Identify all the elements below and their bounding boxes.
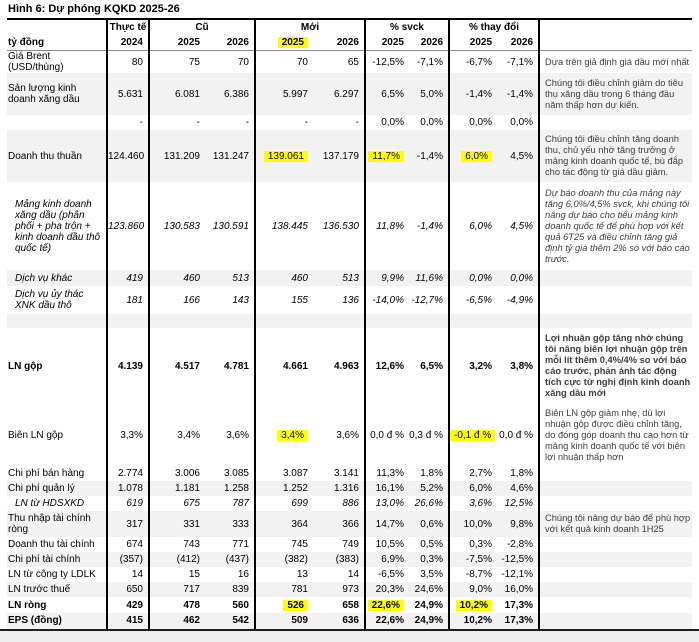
note-cell xyxy=(539,613,692,629)
header-year-row xyxy=(7,35,692,51)
table-row xyxy=(7,51,692,74)
highlight: 139.061 xyxy=(264,151,308,162)
value-cell: 14 xyxy=(313,567,365,582)
value-cell: 130.583 xyxy=(163,220,200,232)
row-label: Thu nhập tài chính ròng xyxy=(7,511,107,537)
value-cell: 138.445 xyxy=(271,220,308,232)
value-cell: 4,6% xyxy=(497,481,539,496)
highlight: 22,6% xyxy=(368,600,404,611)
value-cell: 10,2% xyxy=(449,613,497,629)
row-label: Mảng kinh doanh xăng dầu (phân phối + pha trộn + kinh doanh dầu thô quốc tế) xyxy=(7,182,107,270)
value-cell: 419 xyxy=(107,270,149,286)
value-cell: 0,0% xyxy=(469,272,493,284)
value-cell: 2.774 xyxy=(107,466,149,481)
value-cell: 0,0 đ % xyxy=(497,404,539,466)
value-cell: 166 xyxy=(183,294,200,306)
value-cell: 4.781 xyxy=(205,328,255,404)
value-cell: 5,0% xyxy=(409,73,449,115)
value-cell: -2,8% xyxy=(497,537,539,552)
unit-label: tỷ đồng xyxy=(7,35,107,51)
table-row xyxy=(7,130,692,182)
value-cell: 4,5% xyxy=(497,130,539,182)
table-row xyxy=(7,328,692,404)
table-row xyxy=(7,286,692,314)
value-cell xyxy=(365,597,409,613)
table-row xyxy=(7,613,692,629)
value-cell: 5,2% xyxy=(409,481,449,496)
table-row xyxy=(7,537,692,552)
value-cell: -1,4% xyxy=(465,88,493,100)
value-cell: 14 xyxy=(107,567,149,582)
value-cell: 9,8% xyxy=(497,511,539,537)
value-cell: - xyxy=(205,115,255,130)
value-cell: 16,1% xyxy=(375,483,404,494)
value-cell xyxy=(365,314,409,328)
value-cell: 20,3% xyxy=(375,584,404,595)
value-cell: -6,5% xyxy=(465,294,493,306)
value-cell: -14,0% xyxy=(372,294,404,306)
value-cell: 16 xyxy=(205,567,255,582)
note-cell: Lợi nhuận gộp tăng nhờ chúng tôi nâng biên lợi nhuận gộp trên mỗi lít thêm 0,4%/4% so với báo cáo trước, phản ánh tác động tích cực từ nghị định kinh doanh xăng dầu mới xyxy=(545,333,691,398)
value-cell: 181 xyxy=(107,286,149,314)
value-cell: 460 xyxy=(291,272,308,284)
value-cell: 9,9% xyxy=(381,272,404,284)
note-cell: Dự báo doanh thu của mảng này tăng 6,0%/4,5% svck, khi chúng tôi nâng dự báo cho tiểu mảng kinh doanh quốc tế để phù hợp với kết quả 6T25 và điều chỉnh tăng giả định tỷ giá thêm 2% so với báo cáo trước. xyxy=(545,187,690,264)
value-cell: -12,7% xyxy=(409,286,449,314)
value-cell: -1,4% xyxy=(497,73,539,115)
value-cell: 429 xyxy=(107,597,149,613)
value-cell: - xyxy=(196,117,200,128)
year-chg-2025: 2025 xyxy=(449,35,497,51)
row-label: Giá Brent (USD/thùng) xyxy=(7,51,107,74)
highlight: 11,7% xyxy=(368,151,404,162)
table-row xyxy=(7,270,692,286)
value-cell: 3.085 xyxy=(205,466,255,481)
note-cell xyxy=(539,481,692,496)
value-cell: -7,5% xyxy=(465,554,493,565)
note-cell xyxy=(539,115,692,130)
year-yoy-2026: 2026 xyxy=(409,35,449,51)
value-cell: 70 xyxy=(205,51,255,74)
row-label xyxy=(7,115,107,130)
value-cell xyxy=(449,130,497,182)
value-cell: 0,0% xyxy=(381,117,404,128)
value-cell: 0,0% xyxy=(469,117,493,128)
figure-title: Hình 6: Dự phóng KQKD 2025-26 xyxy=(7,0,692,20)
note-cell xyxy=(539,582,692,597)
note-cell xyxy=(539,270,692,286)
table-row xyxy=(7,496,692,511)
value-cell: 123.860 xyxy=(107,182,149,270)
value-cell: 542 xyxy=(205,613,255,629)
row-label xyxy=(7,314,107,328)
value-cell: 5.631 xyxy=(107,73,149,115)
value-cell: 1.252 xyxy=(282,483,308,494)
value-cell: 745 xyxy=(291,539,308,550)
value-cell: -12,1% xyxy=(497,567,539,582)
value-cell: 619 xyxy=(107,496,149,511)
row-label: Chi phí tài chính xyxy=(7,552,107,567)
value-cell: 131.247 xyxy=(205,130,255,182)
header-actual: Thực tế xyxy=(107,20,149,35)
header-blank xyxy=(7,20,107,35)
value-cell: 743 xyxy=(183,539,200,550)
value-cell: 973 xyxy=(313,582,365,597)
value-cell: 16,0% xyxy=(497,582,539,597)
row-label: Doanh thu tài chính xyxy=(7,537,107,552)
value-cell: 15 xyxy=(188,569,200,580)
note-cell: Chúng tôi điều chỉnh giảm do tiêu thụ xăng dầu trong 6 tháng đầu năm thấp hơn dự kiến. xyxy=(545,77,684,110)
value-cell: 749 xyxy=(313,537,365,552)
value-cell: -8,7% xyxy=(465,569,493,580)
note-cell xyxy=(539,286,692,314)
value-cell: 513 xyxy=(313,270,365,286)
value-cell xyxy=(409,314,449,328)
table-row xyxy=(7,404,692,466)
table-row xyxy=(7,597,692,613)
value-cell: 1,8% xyxy=(497,466,539,481)
year-new-2025 xyxy=(255,35,313,51)
value-cell: 13 xyxy=(296,569,308,580)
value-cell xyxy=(449,597,497,613)
value-cell: 675 xyxy=(183,498,200,509)
value-cell: 478 xyxy=(183,599,200,611)
value-cell xyxy=(255,597,313,613)
highlight: 2025 xyxy=(278,37,308,48)
value-cell: 137.179 xyxy=(313,130,365,182)
value-cell: 317 xyxy=(107,511,149,537)
note-cell xyxy=(539,466,692,481)
value-cell: 3.006 xyxy=(174,468,200,479)
value-cell: 136 xyxy=(313,286,365,314)
value-cell: 333 xyxy=(205,511,255,537)
value-cell: 513 xyxy=(205,270,255,286)
value-cell: 4.517 xyxy=(174,360,200,372)
table-row xyxy=(7,73,692,115)
value-cell: 6,5% xyxy=(381,88,404,100)
value-cell: - xyxy=(304,117,308,128)
value-cell: -6,7% xyxy=(465,56,493,68)
highlight: 3,4% xyxy=(277,430,308,441)
value-cell: 6,0% xyxy=(469,220,493,232)
value-cell: 80 xyxy=(107,51,149,74)
header-notes-blank xyxy=(539,35,692,51)
value-cell: 6,5% xyxy=(409,328,449,404)
value-cell: -7,1% xyxy=(497,51,539,74)
table-row xyxy=(7,567,692,582)
value-cell: 331 xyxy=(183,518,200,530)
row-label: Dịch vụ khác xyxy=(7,270,107,286)
header-group-row xyxy=(7,20,692,35)
row-label: LN trước thuế xyxy=(7,582,107,597)
value-cell: (382) xyxy=(284,554,308,565)
table-row xyxy=(7,582,692,597)
year-old-2025: 2025 xyxy=(149,35,205,51)
value-cell: 6.297 xyxy=(313,73,365,115)
value-cell: -4,9% xyxy=(497,286,539,314)
value-cell: 509 xyxy=(255,613,313,629)
value-cell: 4.661 xyxy=(282,360,308,372)
value-cell xyxy=(255,404,313,466)
value-cell: 10,0% xyxy=(463,518,493,530)
value-cell: 24,9% xyxy=(409,597,449,613)
value-cell: 6.386 xyxy=(205,73,255,115)
row-label: LN ròng xyxy=(7,597,107,613)
highlight: -0,1 đ % xyxy=(450,430,495,441)
value-cell: -12,5% xyxy=(497,552,539,567)
row-label: Chi phí bán hàng xyxy=(7,466,107,481)
value-cell: 636 xyxy=(313,613,365,629)
highlight: 6,0% xyxy=(461,151,492,162)
value-cell: 17,3% xyxy=(497,597,539,613)
value-cell: 0,0 đ % xyxy=(370,429,404,441)
value-cell: 4.963 xyxy=(313,328,365,404)
value-cell: 70 xyxy=(296,56,308,68)
value-cell: 13,0% xyxy=(375,498,404,509)
row-label: LN gộp xyxy=(7,328,107,404)
value-cell: - xyxy=(107,115,149,130)
value-cell: -12,5% xyxy=(372,56,404,68)
note-cell xyxy=(539,496,692,511)
value-cell: 699 xyxy=(291,498,308,509)
value-cell: 0,0% xyxy=(409,115,449,130)
value-cell: (357) xyxy=(107,552,149,567)
highlight: 10,2% xyxy=(456,600,492,611)
value-cell: 366 xyxy=(313,511,365,537)
value-cell: 0,3 đ % xyxy=(409,404,449,466)
header-new: Mới xyxy=(255,20,365,35)
value-cell: 17,3% xyxy=(497,613,539,629)
table-row xyxy=(7,182,692,270)
row-label: Biên LN gộp xyxy=(7,404,107,466)
note-cell: Chúng tôi nâng dự báo để phù hợp với kết quả kinh doanh 1H25 xyxy=(545,513,691,534)
value-cell: (412) xyxy=(176,554,200,565)
value-cell: 3,8% xyxy=(497,328,539,404)
value-cell xyxy=(255,314,313,328)
value-cell: 674 xyxy=(107,537,149,552)
value-cell: 0,6% xyxy=(409,511,449,537)
header-old: Cũ xyxy=(149,20,255,35)
value-cell: - xyxy=(313,115,365,130)
value-cell: 136.530 xyxy=(313,182,365,270)
value-cell: 6,9% xyxy=(381,554,404,565)
note-cell xyxy=(539,597,692,613)
value-cell: 658 xyxy=(313,597,365,613)
value-cell: 0,5% xyxy=(409,537,449,552)
value-cell: 3,5% xyxy=(409,567,449,582)
value-cell: 1.181 xyxy=(174,483,200,494)
value-cell: 1.258 xyxy=(205,481,255,496)
value-cell: 2,7% xyxy=(469,468,493,479)
value-cell: 3,2% xyxy=(469,360,493,372)
header-notes-blank xyxy=(539,20,692,35)
row-label: LN từ HDSXKD xyxy=(7,496,107,511)
value-cell: 3,6% xyxy=(313,404,365,466)
value-cell: 155 xyxy=(291,294,308,306)
value-cell: 462 xyxy=(149,613,205,629)
year-yoy-2025: 2025 xyxy=(365,35,409,51)
value-cell: 22,6% xyxy=(365,613,409,629)
row-label: Doanh thu thuần xyxy=(7,130,107,182)
value-cell: -7,1% xyxy=(409,51,449,74)
value-cell: 26,6% xyxy=(409,496,449,511)
row-label: Dịch vụ ủy thác XNK dầu thô xyxy=(7,286,107,314)
value-cell xyxy=(449,314,497,328)
value-cell: 24,6% xyxy=(409,582,449,597)
value-cell: 560 xyxy=(205,597,255,613)
row-label: LN từ công ty LDLK xyxy=(7,567,107,582)
value-cell: 11,6% xyxy=(409,270,449,286)
value-cell: 9,0% xyxy=(469,584,493,595)
value-cell: 886 xyxy=(313,496,365,511)
value-cell: 3,4% xyxy=(177,429,200,441)
table-row xyxy=(7,115,692,130)
note-cell xyxy=(539,537,692,552)
value-cell: 1.316 xyxy=(313,481,365,496)
value-cell: 0,3% xyxy=(469,539,493,550)
header-yoy: % svck xyxy=(365,20,449,35)
value-cell: 0,0% xyxy=(497,115,539,130)
value-cell xyxy=(255,130,313,182)
value-cell: 5.997 xyxy=(282,88,308,100)
value-cell: 12,5% xyxy=(497,496,539,511)
value-cell: 6.081 xyxy=(174,88,200,100)
value-cell: 3,6% xyxy=(469,498,493,509)
year-new-2026: 2026 xyxy=(313,35,365,51)
value-cell: 12,6% xyxy=(375,360,404,372)
value-cell: 1,8% xyxy=(409,466,449,481)
value-cell xyxy=(365,130,409,182)
value-cell: 75 xyxy=(188,56,200,68)
value-cell: 10,5% xyxy=(375,539,404,550)
row-label: EPS (đồng) xyxy=(7,613,107,629)
value-cell: 781 xyxy=(291,584,308,595)
value-cell xyxy=(497,314,539,328)
note-cell: Dựa trên giả định giá dầu mới nhất xyxy=(545,56,690,67)
value-cell: -1,4% xyxy=(409,130,449,182)
value-cell: 65 xyxy=(313,51,365,74)
note-cell xyxy=(539,567,692,582)
table-row xyxy=(7,552,692,567)
table-row xyxy=(7,481,692,496)
value-cell: 3.141 xyxy=(313,466,365,481)
value-cell: 24,9% xyxy=(409,613,449,629)
value-cell: (437) xyxy=(205,552,255,567)
value-cell: 4.139 xyxy=(107,328,149,404)
year-2024: 2024 xyxy=(107,35,149,51)
value-cell: 4,5% xyxy=(497,182,539,270)
note-cell: Biên LN gộp giảm nhẹ, dù lợi nhuận gộp được điều chỉnh tăng, do đóng góp doanh thu cao hơn từ mảng kinh doanh quốc tế với biên lợi nhuận thấp hơn xyxy=(545,407,689,462)
value-cell xyxy=(107,314,149,328)
value-cell: (383) xyxy=(313,552,365,567)
year-chg-2026: 2026 xyxy=(497,35,539,51)
value-cell: 124.460 xyxy=(107,130,149,182)
value-cell: 143 xyxy=(205,286,255,314)
value-cell: 771 xyxy=(205,537,255,552)
value-cell: 3.087 xyxy=(282,468,308,479)
row-label: Sản lượng kinh doanh xăng dầu xyxy=(7,73,107,115)
note-cell xyxy=(539,314,692,328)
value-cell: 839 xyxy=(205,582,255,597)
highlight: 526 xyxy=(283,600,308,611)
value-cell xyxy=(313,314,365,328)
value-cell: 787 xyxy=(205,496,255,511)
value-cell: 460 xyxy=(183,272,200,284)
value-cell: 130.591 xyxy=(205,182,255,270)
value-cell: 415 xyxy=(107,613,149,629)
note-cell xyxy=(539,552,692,567)
table-row xyxy=(7,466,692,481)
value-cell: 11,8% xyxy=(376,220,404,232)
forecast-table xyxy=(7,20,692,630)
value-cell xyxy=(149,314,205,328)
value-cell: 364 xyxy=(291,518,308,530)
value-cell: 11,3% xyxy=(376,468,404,479)
table-row xyxy=(7,314,692,328)
bottom-strip xyxy=(0,629,699,642)
value-cell: 3,6% xyxy=(205,404,255,466)
value-cell: 3,3% xyxy=(107,404,149,466)
note-cell: Chúng tôi điều chỉnh tăng doanh thu, chủ yếu nhờ tăng trưởng ở mảng kinh doanh quốc tế, bù đắp cho tác động từ giá dầu giảm. xyxy=(545,134,684,177)
table-body xyxy=(7,51,692,630)
value-cell: 131.209 xyxy=(163,150,200,162)
value-cell: 0,0% xyxy=(497,270,539,286)
value-cell: -1,4% xyxy=(409,182,449,270)
value-cell: -6,5% xyxy=(377,569,404,580)
value-cell: 6,0% xyxy=(469,483,493,494)
value-cell: 14,7% xyxy=(375,518,404,530)
value-cell: 0,3% xyxy=(409,552,449,567)
table-row xyxy=(7,511,692,537)
row-label: Chi phí quản lý xyxy=(7,481,107,496)
year-old-2026: 2026 xyxy=(205,35,255,51)
value-cell xyxy=(205,314,255,328)
header-change: % thay đổi xyxy=(449,20,539,35)
value-cell: 717 xyxy=(183,584,200,595)
value-cell: 1.078 xyxy=(107,481,149,496)
value-cell: 650 xyxy=(107,582,149,597)
value-cell xyxy=(449,404,497,466)
